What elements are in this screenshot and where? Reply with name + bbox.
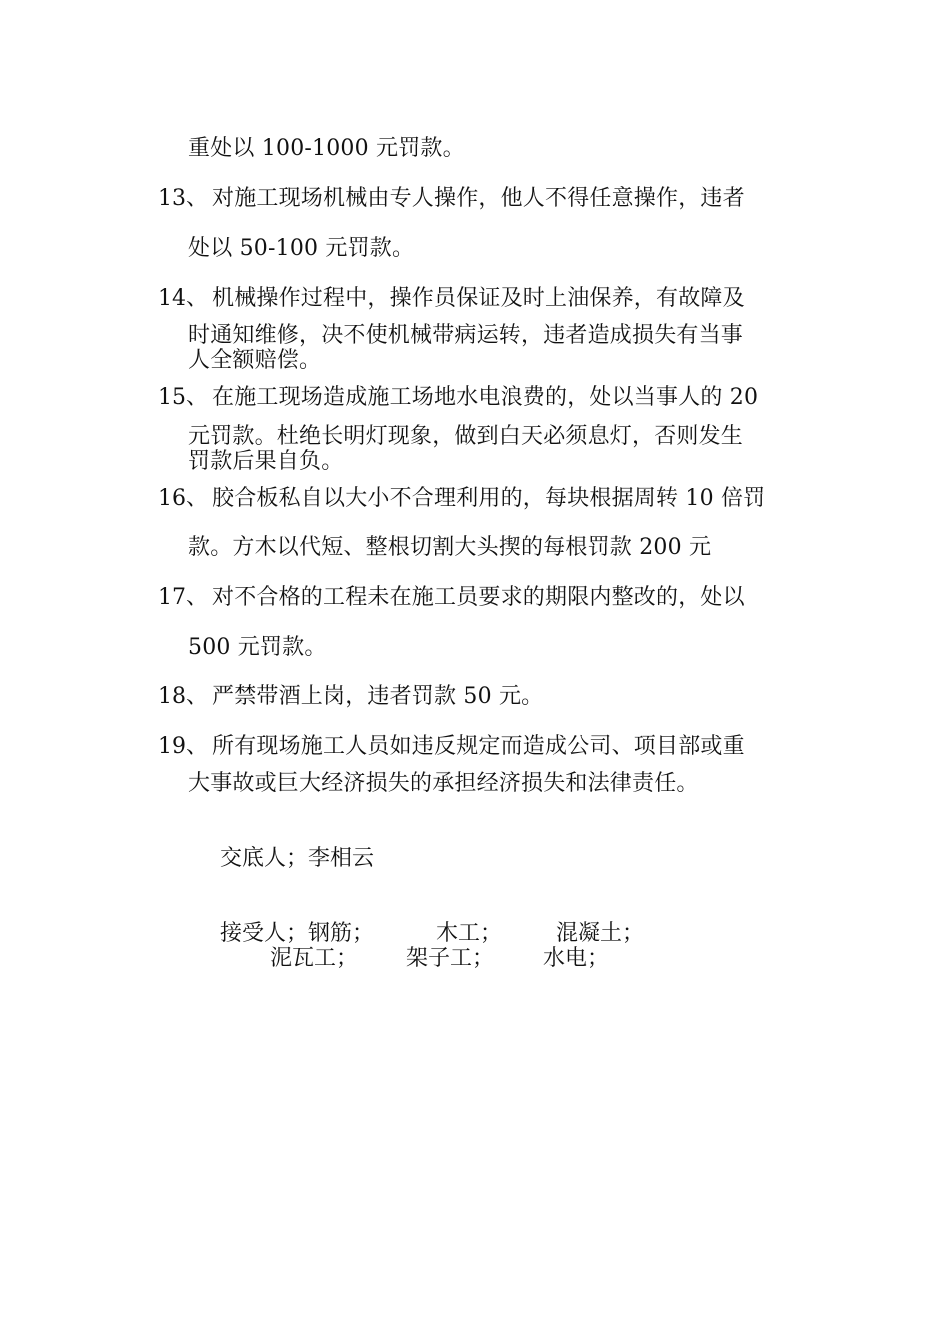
masonry-label: 泥瓦工； [270, 946, 359, 971]
lead-line: 重处以 100-1000 元罚款。 [188, 136, 465, 161]
item-number: 15、 [158, 385, 208, 410]
item-text-continued: 元罚款。杜绝长明灯现象，做到白天必须息灯，否则发生 [188, 424, 744, 449]
item-text-continued: 处以 50-100 元罚款。 [188, 236, 415, 261]
item-text: 严禁带酒上岗，违者罚款 50 元。 [212, 684, 544, 709]
item-text-continued: 人全额赔偿。 [188, 348, 322, 373]
item-text-continued: 罚款后果自负。 [188, 449, 344, 474]
briefer-line: 交底人；李相云 [220, 846, 375, 871]
item-number: 18、 [158, 684, 208, 709]
item-number: 14、 [158, 286, 208, 311]
scaffold-label: 架子工； [406, 946, 495, 971]
concrete-label: 混凝土； [556, 921, 645, 946]
receiver-label: 接受人；钢筋； [220, 921, 375, 946]
carpentry-label: 木工； [436, 921, 503, 946]
item-text: 对不合格的工程未在施工员要求的期限内整改的，处以 [212, 585, 745, 610]
item-text: 胶合板私自以大小不合理利用的，每块根据周转 10 倍罚 [212, 486, 766, 511]
item-number: 17、 [158, 585, 208, 610]
item-text: 机械操作过程中，操作员保证及时上油保养，有故障及 [212, 286, 745, 311]
item-number: 13、 [158, 186, 208, 211]
item-text: 在施工现场造成施工场地水电浪费的，处以当事人的 20 [212, 385, 759, 410]
item-text-continued: 款。方木以代短、整根切割大头揳的每根罚款 200 元 [188, 535, 712, 560]
item-text: 所有现场施工人员如违反规定而造成公司、项目部或重 [212, 734, 745, 759]
item-number: 16、 [158, 486, 208, 511]
item-text: 对施工现场机械由专人操作，他人不得任意操作，违者 [212, 186, 745, 211]
item-text-continued: 大事故或巨大经济损失的承担经济损失和法律责任。 [188, 771, 699, 796]
plumbing-label: 水电； [543, 946, 610, 971]
item-text-continued: 时通知维修，决不使机械带病运转，违者造成损失有当事 [188, 323, 744, 348]
item-number: 19、 [158, 734, 208, 759]
item-text-continued: 500 元罚款。 [188, 635, 327, 660]
